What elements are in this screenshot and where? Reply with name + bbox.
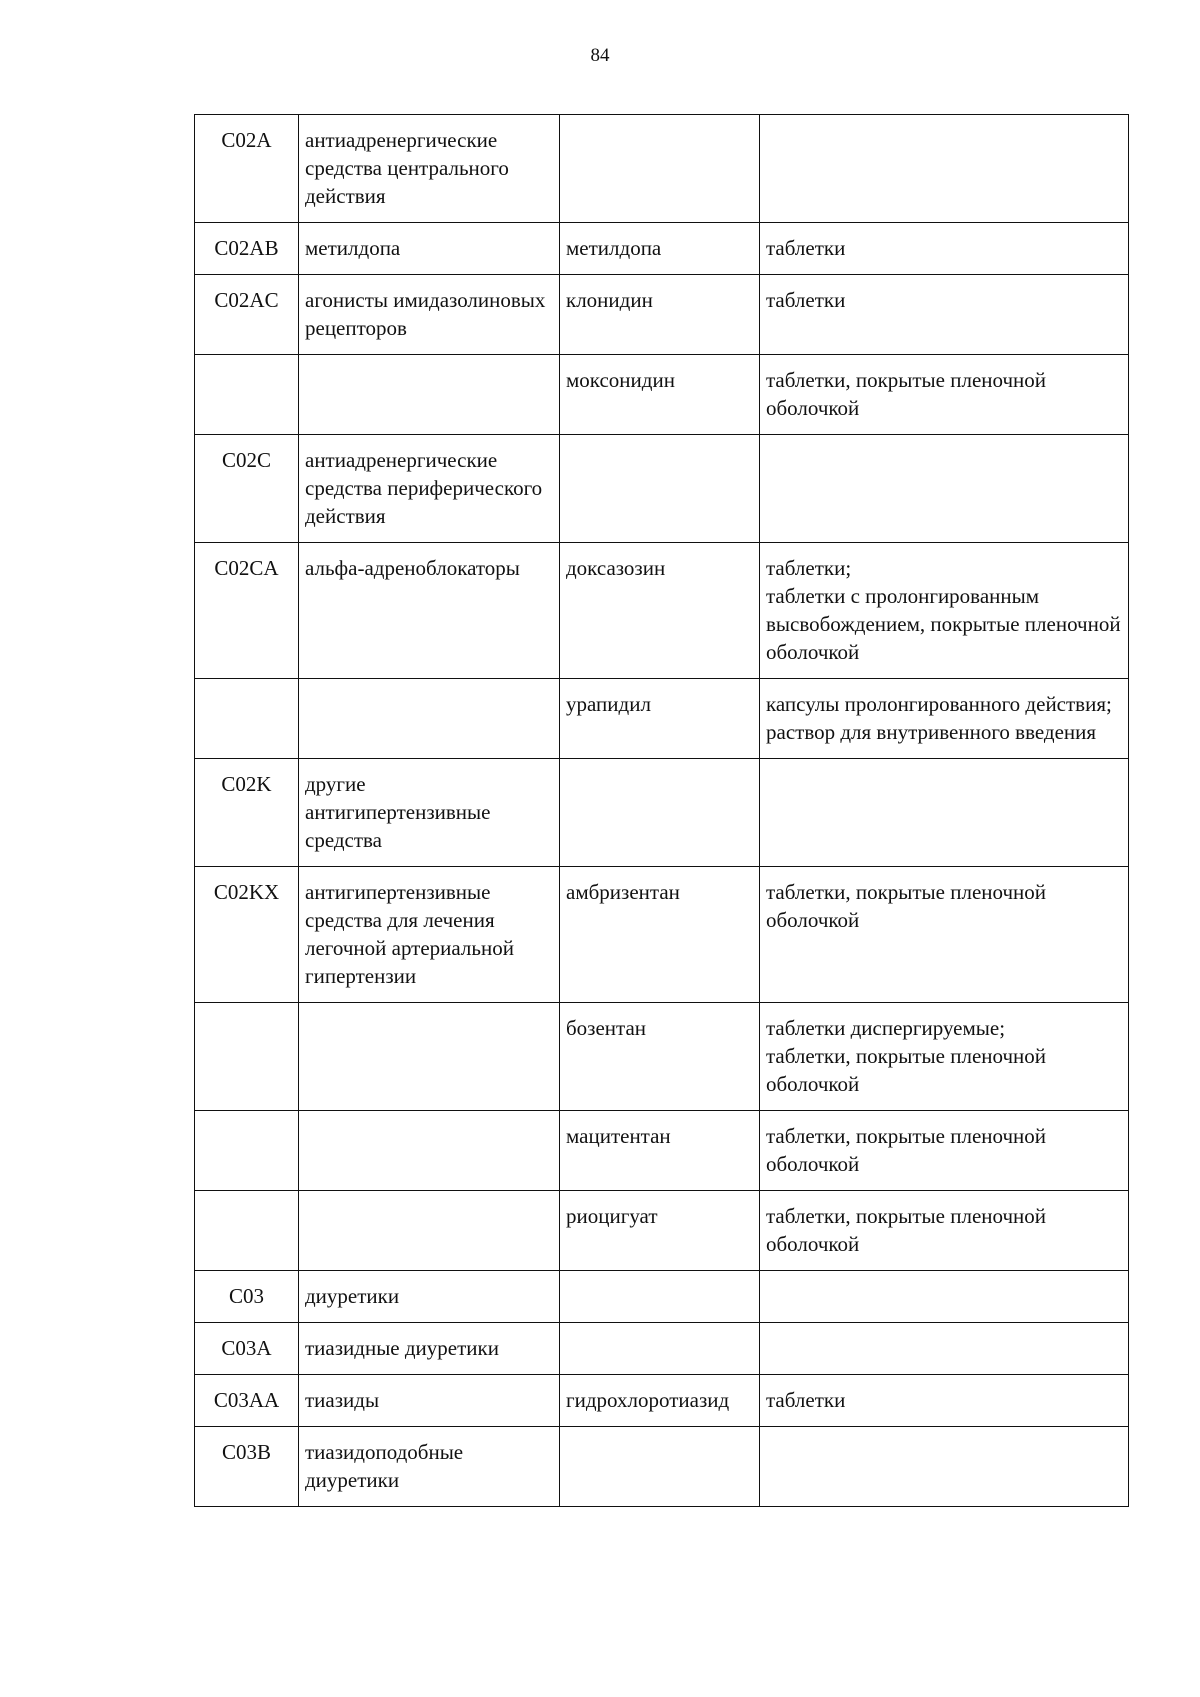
dosage-form-line: таблетки с пролонгированным высвобождением, покрытые пленочной оболочкой xyxy=(766,584,1121,664)
table-row xyxy=(195,1323,1129,1375)
table-row xyxy=(195,1003,1129,1111)
substance-cell: моксонидин xyxy=(560,355,760,435)
substance-cell: метилдопа xyxy=(560,223,760,275)
dosage-form-line: таблетки xyxy=(766,1388,846,1412)
group-cell: альфа-адреноблокаторы xyxy=(299,543,560,679)
table-row xyxy=(195,679,1129,759)
dosage-form-cell xyxy=(760,1323,1129,1375)
drug-table xyxy=(194,114,1129,1507)
table-row xyxy=(195,867,1129,1003)
atc-code-cell: C03 xyxy=(195,1271,299,1323)
group-cell xyxy=(299,1111,560,1191)
group-cell xyxy=(299,679,560,759)
group-cell: метилдопа xyxy=(299,223,560,275)
substance-cell: урапидил xyxy=(560,679,760,759)
substance-cell: клонидин xyxy=(560,275,760,355)
atc-code-cell xyxy=(195,1003,299,1111)
atc-code-cell xyxy=(195,679,299,759)
dosage-form-cell xyxy=(760,275,1129,355)
atc-code-cell xyxy=(195,355,299,435)
dosage-form-line: таблетки, покрытые пленочной оболочкой xyxy=(766,1044,1047,1096)
dosage-form-line: таблетки, покрытые пленочной оболочкой xyxy=(766,1124,1047,1176)
page-number: 84 xyxy=(590,45,610,66)
group-cell: антиадренергические средства периферического действия xyxy=(299,435,560,543)
atc-code-cell: C02C xyxy=(195,435,299,543)
dosage-form-line: таблетки, покрытые пленочной оболочкой xyxy=(766,880,1047,932)
substance-cell xyxy=(560,1271,760,1323)
substance-cell xyxy=(560,759,760,867)
table-row xyxy=(195,1375,1129,1427)
atc-code-cell: C02AC xyxy=(195,275,299,355)
substance-cell: гидрохлоротиазид xyxy=(560,1375,760,1427)
table-row xyxy=(195,435,1129,543)
dosage-form-cell xyxy=(760,1271,1129,1323)
group-cell: антиадренергические средства центрального действия xyxy=(299,115,560,223)
dosage-form-cell xyxy=(760,1427,1129,1507)
dosage-form-cell xyxy=(760,1375,1129,1427)
table-row xyxy=(195,1427,1129,1507)
table-row xyxy=(195,543,1129,679)
substance-cell: мацитентан xyxy=(560,1111,760,1191)
substance-cell: амбризентан xyxy=(560,867,760,1003)
dosage-form-cell xyxy=(760,1191,1129,1271)
atc-code-cell: C02K xyxy=(195,759,299,867)
dosage-form-cell xyxy=(760,355,1129,435)
group-cell: тиазидные диуретики xyxy=(299,1323,560,1375)
dosage-form-line: таблетки xyxy=(766,288,846,312)
group-cell: тиазиды xyxy=(299,1375,560,1427)
atc-code-cell xyxy=(195,1191,299,1271)
dosage-form-cell xyxy=(760,867,1129,1003)
dosage-form-cell xyxy=(760,1111,1129,1191)
dosage-form-cell xyxy=(760,679,1129,759)
dosage-form-line: таблетки диспергируемые; xyxy=(766,1016,1006,1040)
dosage-form-line: таблетки, покрытые пленочной оболочкой xyxy=(766,368,1047,420)
substance-cell xyxy=(560,115,760,223)
group-cell xyxy=(299,1191,560,1271)
substance-cell: бозентан xyxy=(560,1003,760,1111)
table-row xyxy=(195,1191,1129,1271)
group-cell: агонисты имидазолиновых рецепторов xyxy=(299,275,560,355)
atc-code-cell: C03B xyxy=(195,1427,299,1507)
table-row xyxy=(195,275,1129,355)
dosage-form-line: таблетки, покрытые пленочной оболочкой xyxy=(766,1204,1047,1256)
dosage-form-line: таблетки; xyxy=(766,556,852,580)
substance-cell xyxy=(560,435,760,543)
atc-code-cell: C03A xyxy=(195,1323,299,1375)
dosage-form-cell xyxy=(760,759,1129,867)
atc-code-cell: C03AA xyxy=(195,1375,299,1427)
atc-code-cell: C02KX xyxy=(195,867,299,1003)
group-cell: антигипертензивные средства для лечения легочной артериальной гипертензии xyxy=(299,867,560,1003)
dosage-form-line: раствор для внутривенного введения xyxy=(766,720,1097,744)
dosage-form-line: таблетки xyxy=(766,236,846,260)
substance-cell: риоцигуат xyxy=(560,1191,760,1271)
table-row xyxy=(195,759,1129,867)
table-row xyxy=(195,115,1129,223)
atc-code-cell: C02CA xyxy=(195,543,299,679)
substance-cell xyxy=(560,1323,760,1375)
group-cell xyxy=(299,355,560,435)
dosage-form-cell xyxy=(760,223,1129,275)
atc-code-cell: C02A xyxy=(195,115,299,223)
substance-cell xyxy=(560,1427,760,1507)
dosage-form-cell xyxy=(760,1003,1129,1111)
dosage-form-line: капсулы пролонгированного действия; xyxy=(766,692,1112,716)
table-row xyxy=(195,1111,1129,1191)
table-row xyxy=(195,223,1129,275)
substance-cell: доксазозин xyxy=(560,543,760,679)
group-cell: тиазидоподобные диуретики xyxy=(299,1427,560,1507)
table-row xyxy=(195,1271,1129,1323)
atc-code-cell: C02AB xyxy=(195,223,299,275)
atc-code-cell xyxy=(195,1111,299,1191)
dosage-form-cell xyxy=(760,435,1129,543)
group-cell: другие антигипертензивные средства xyxy=(299,759,560,867)
group-cell: диуретики xyxy=(299,1271,560,1323)
group-cell xyxy=(299,1003,560,1111)
table-row xyxy=(195,355,1129,435)
dosage-form-cell xyxy=(760,543,1129,679)
dosage-form-cell xyxy=(760,115,1129,223)
